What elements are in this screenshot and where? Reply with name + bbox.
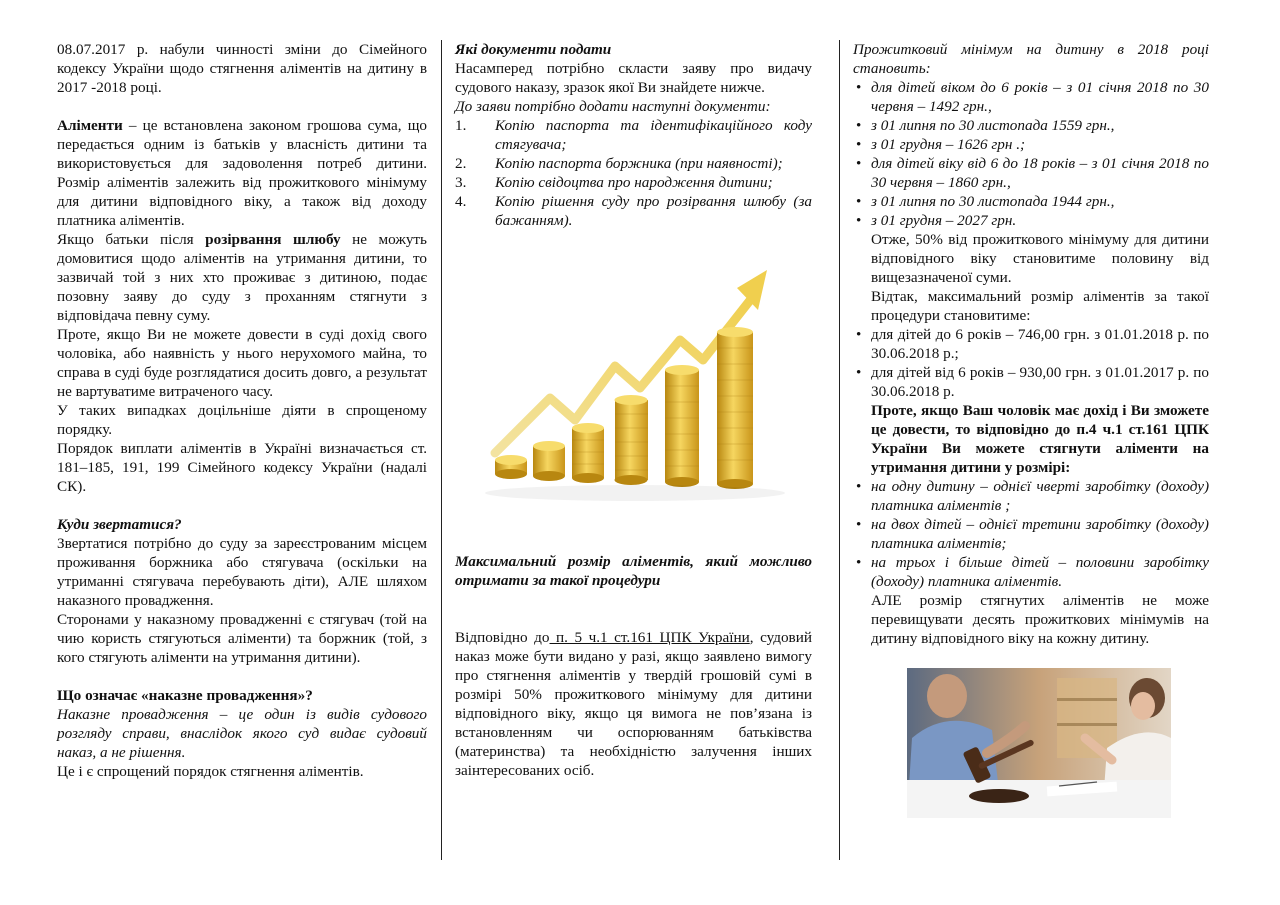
code-articles-paragraph: Порядок виплати аліментів в Україні визначається ст. 181–185, 191, 199 Сімейного кодексу України (надалі СК). [57, 440, 427, 495]
income-share-list [853, 477, 1209, 591]
column-divider-1 [441, 40, 442, 860]
column-1 [57, 40, 427, 781]
list-item: • на трьох і більше дітей – половини заробітку (доходу) платника аліментів. [856, 554, 1209, 590]
half-minimum-paragraph: Отже, 50% від прожиткового мінімуму для дитини відповідного віку становитиме половину від вищезазначеної суми. [871, 231, 1209, 286]
column-divider-2 [839, 40, 840, 860]
proof-paragraph: Проте, якщо Ви не можете довести в суді дохід свого чоловіка, або наявність у нього нерухомого майна, то справа в суді буде розглядатися досить довго, а результат не вартуватиме витраченого часу. [57, 326, 427, 400]
list-item: • для дітей до 6 років – 746,00 грн. з 01.01.2018 р. по 30.06.2018 р.; [856, 326, 1209, 362]
list-item: • на двох дітей – однієї третини заробітку (доходу) платника аліментів; [856, 516, 1209, 552]
list-item: • на одну дитину – однієї чверті заробітку (доходу) платника аліментів ; [856, 478, 1209, 514]
simplified-procedure-note: Це і є спрощений порядок стягнення аліментів. [57, 763, 364, 780]
column-3 [853, 40, 1209, 818]
documents-heading: Які документи подати [455, 41, 612, 58]
intro-paragraph: 08.07.2017 р. набули чинності зміни до Сімейного кодексу України щодо стягнення аліментів на дитину в 2017 -2018 році. [57, 41, 427, 96]
document-item: 3. Копію свідоцтва про народження дитини; [455, 174, 773, 191]
list-item: • для дітей віку від 6 до 18 років – з 01 січня 2018 по 30 червня – 1860 грн., [856, 155, 1209, 191]
figure-caption: Максимальний розмір аліментів, який можливо отримати за такої процедури [455, 553, 812, 589]
column-2 [455, 40, 812, 780]
attachments-intro: До заяви потрібно додати наступні документи: [455, 98, 771, 115]
coin-growth-illustration [455, 248, 812, 548]
maximum-amount-list [853, 325, 1209, 401]
maximum-intro: Відтак, максимальний розмір аліментів за такої процедури становитиме: [871, 288, 1209, 324]
gavel-couple-image [907, 668, 1171, 818]
order-proceedings-heading: Що означає «наказне провадження»? [57, 687, 313, 704]
list-item: • для дітей від 6 років – 930,00 грн. з 01.01.2017 р. по 30.06.2018 р. [856, 364, 1209, 400]
list-item: • з 01 липня по 30 листопада 1559 грн., [856, 117, 1115, 134]
documents-list [455, 116, 812, 230]
coin-stacks-arrow-image [455, 248, 812, 548]
list-item: • з 01 грудня – 2027 грн. [856, 212, 1017, 229]
list-item: • з 01 грудня – 1626 грн .; [856, 136, 1026, 153]
list-item: • з 01 липня по 30 листопада 1944 грн., [856, 193, 1115, 210]
list-item: • для дітей віком до 6 років – з 01 січня 2018 по 30 червня – 1492 грн., [856, 79, 1209, 115]
divorce-paragraph: Якщо батьки після розірвання шлюбу не можуть домовитися щодо аліментів на утримання дитини, то зазвичай той з них хто проживає з дитиною, подає позовну заяву до суду з проханням стягнути з відповідача певну суму. [57, 231, 427, 324]
court-paragraph: Звертатися потрібно до суду за зареєстрованим місцем проживання боржника або стягувача (оскільки на утриманні стягувача перебувають діти), АЛЕ шляхом наказного провадження. [57, 535, 427, 609]
alimony-definition: Аліменти – це встановлена законом грошова сума, що передається одним із батьків у власність дитини та використовується для задоволення потреб дитини. Розмір аліментів залежить від прожиткового мінімуму для дитини відповідного віку, а також від доходу платника аліментів. [57, 117, 427, 229]
parties-paragraph: Сторонами у наказному провадженні є стягувач (той на чию користь стягуються аліменти) та боржник (той, з кого стягують аліменти на утримання дитини). [57, 611, 427, 666]
where-heading: Куди звертатися? [57, 516, 182, 533]
court-gavel-photo [907, 668, 1171, 818]
document-item: 2. Копію паспорта боржника (при наявності); [455, 155, 783, 172]
cpc-reference: п. 5 ч.1 ст.161 ЦПК України [549, 629, 750, 646]
income-share-intro: Проте, якщо Ваш чоловік має дохід і Ви зможете це довести, то відповідно до п.4 ч.1 ст.161 ЦПК України Ви можете стягнути аліменти на утримання дитини у розмірі: [871, 402, 1209, 476]
cap-paragraph: АЛЕ розмір стягнутих аліментів не може перевищувати десять прожиткових мінімумів на дитину відповідного віку на кожну дитину. [871, 592, 1209, 647]
document-item: 4. Копію рішення суду про розірвання шлюбу (за бажанням). [455, 193, 812, 229]
legal-basis-paragraph: Відповідно до п. 5 ч.1 ст.161 ЦПК України, судовий наказ може бути видано у разі, якщо заявлено вимогу про стягнення аліментів у твердій грошовій сумі в розмірі 50% прожиткового мінімуму для дитини відповідного віку, якщо ця вимога не пов’язана із встановленням чи оспорюванням батьківства (материнства) та необхідністю залучення інших заінтересованих осіб. [455, 629, 812, 779]
alimony-term: Аліменти [57, 117, 123, 134]
simplified-paragraph: У таких випадках доцільніше діяти в спрощеному порядку. [57, 402, 427, 438]
order-proceedings-definition: Наказне провадження – це один із видів судового розгляду справи, внаслідок якого суд видає судовий наказ, а не рішення. [57, 706, 427, 761]
subsistence-minimum-list [853, 78, 1209, 230]
subsistence-minimum-intro: Прожитковий мінімум на дитину в 2018 році становить: [853, 41, 1209, 77]
application-paragraph: Насамперед потрібно скласти заяву про видачу судового наказу, зразок якої Ви знайдете нижче. [455, 60, 812, 96]
document-item: 1. Копію паспорта та ідентифікаційного коду стягувача; [455, 117, 812, 153]
